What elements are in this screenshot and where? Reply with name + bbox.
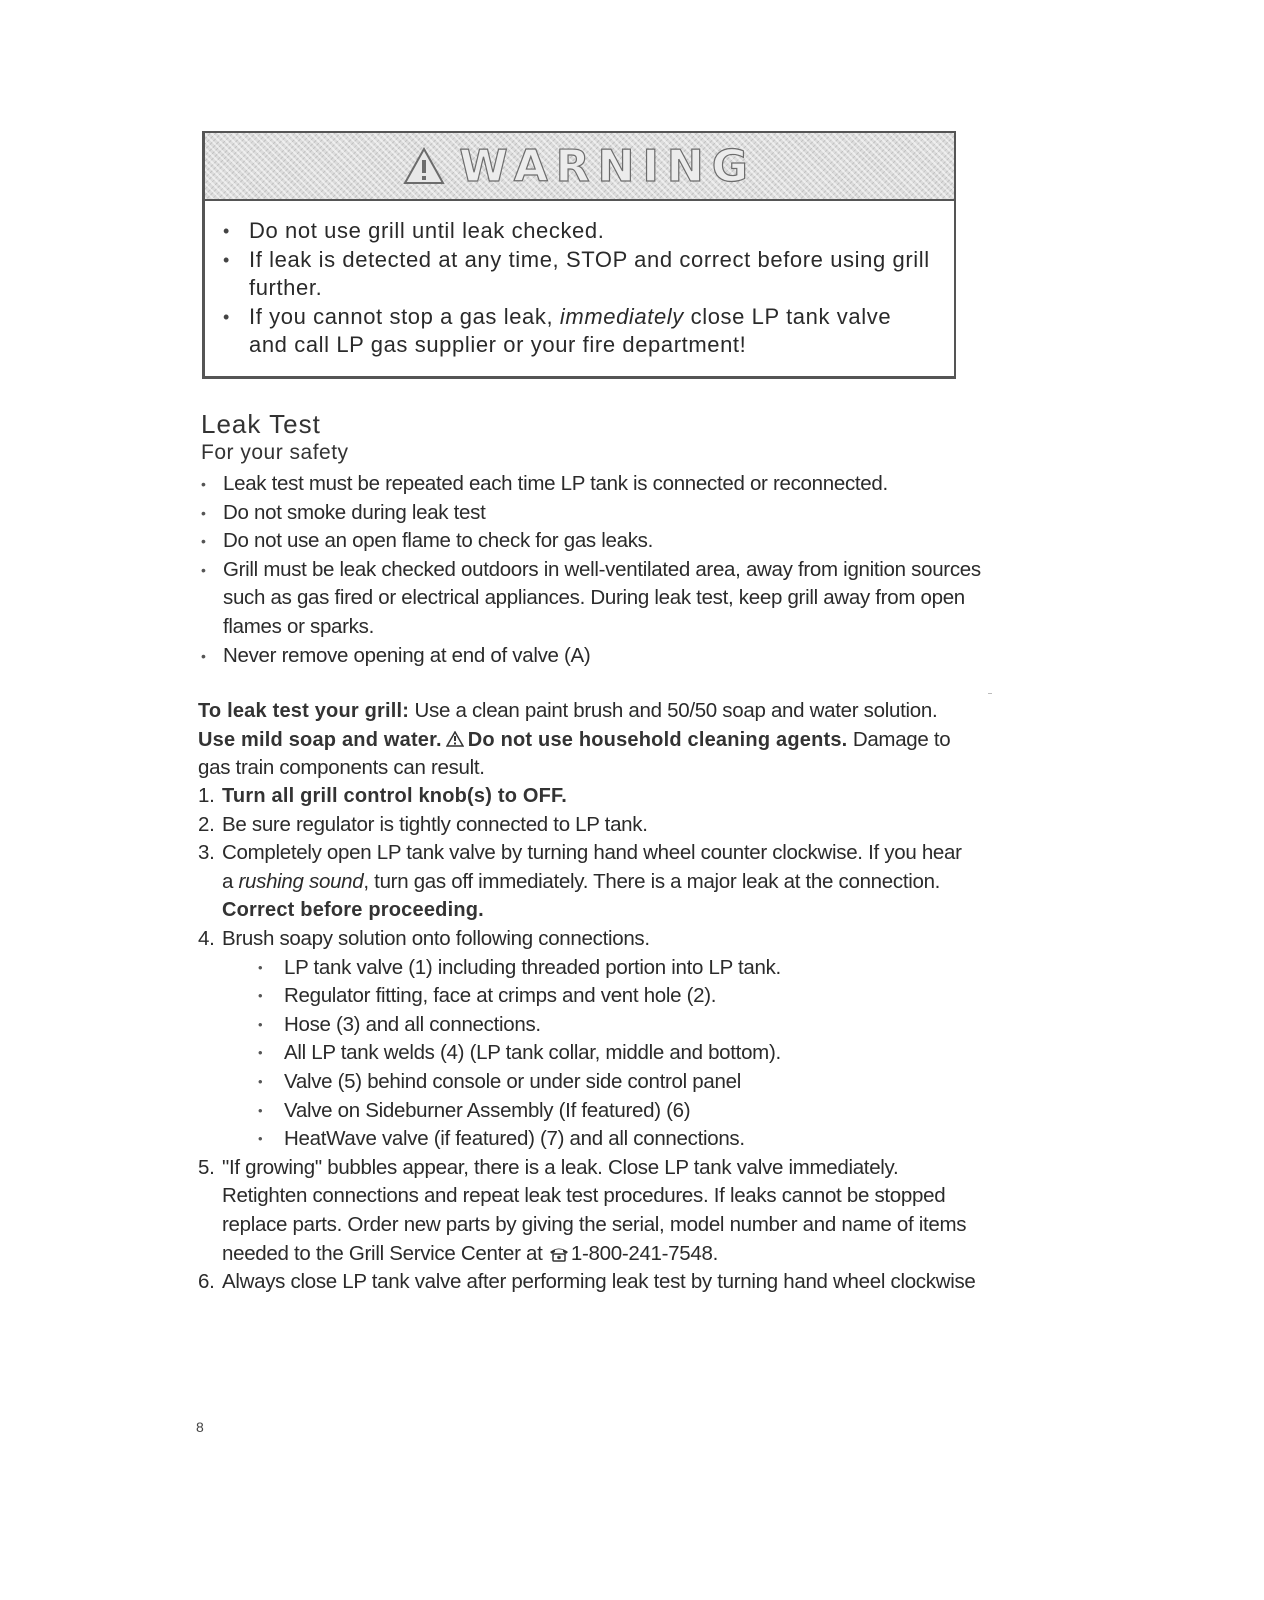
list-item: • Do not use an open flame to check for gas leaks.	[201, 527, 981, 556]
warning-list	[205, 201, 954, 360]
list-item: • Grill must be leak checked outdoors in well-ventilated area, away from ignition sources such as gas fired or electrical appliances. During leak test, keep grill away from open flames or sparks.	[201, 556, 981, 642]
warning-title: WARNING	[459, 140, 756, 192]
step-item: 3. Completely open LP tank valve by turning hand wheel counter clockwise. If you hear a rushing sound, turn gas off immediately. There is a major leak at the connection. Correct before proceeding.	[198, 841, 962, 922]
warning-item: • If leak is detected at any time, STOP and correct before using grill further.	[223, 246, 934, 303]
section-title: Leak Test	[201, 409, 321, 439]
list-item: • Never remove opening at end of valve (A)	[201, 642, 981, 671]
warning-triangle-icon	[403, 147, 445, 185]
safety-list	[201, 470, 981, 670]
step-item: 4. Brush soapy solution onto following connections. • LP tank valve (1) including threaded portion into LP tank. • Regulator fitting, face at crimps and vent hole (2). • Hose (3) and all connections. • All LP tank welds (4) (LP tank collar, middle and bottom). • Valve (5) behind console or under side control panel • Valve on Sideburner Assembly (If featured) (6) • HeatWave valve (if featured) (7) and all connections.	[198, 925, 978, 1154]
emphasis-text: immediately	[559, 303, 684, 329]
scan-artifact	[988, 693, 992, 694]
warning-triangle-icon	[446, 731, 464, 747]
step-item: 6. Always close LP tank valve after performing leak test by turning hand wheel clockwise	[198, 1270, 976, 1294]
step-item: 2. Be sure regulator is tightly connected to LP tank.	[198, 812, 648, 836]
page-number: 8	[196, 1419, 204, 1435]
warning-header	[205, 133, 954, 201]
telephone-icon	[548, 1246, 570, 1262]
warning-item: • Do not use grill until leak checked.	[223, 217, 934, 246]
step-item: 1. Turn all grill control knob(s) to OFF.	[198, 784, 567, 807]
list-item: • Regulator fitting, face at crimps and vent hole (2).	[258, 982, 978, 1011]
list-item: • Valve on Sideburner Assembly (If featured) (6)	[258, 1097, 978, 1126]
step-item: 5. "If growing" bubbles appear, there is a leak. Close LP tank valve immediately. Retighten connections and repeat leak test procedures. If leaks cannot be stopped replace parts. Order new parts by giving the serial, model number and name of items needed to the Grill Service Center at 1-800-241-7548.	[198, 1155, 967, 1265]
list-item: • HeatWave valve (if featured) (7) and all connections.	[258, 1125, 978, 1154]
list-item: • All LP tank welds (4) (LP tank collar, middle and bottom).	[258, 1039, 978, 1068]
list-item: • Leak test must be repeated each time LP tank is connected or reconnected.	[201, 470, 981, 499]
intro-paragraph: To leak test your grill: Use a clean paint brush and 50/50 soap and water solution. Use mild soap and water. Do not use household cleaning agents. Damage to gas train components can result.	[198, 699, 951, 780]
connection-list	[222, 954, 978, 1154]
list-item: • Valve (5) behind console or under side control panel	[258, 1068, 978, 1097]
list-item: • LP tank valve (1) including threaded portion into LP tank.	[258, 954, 978, 983]
warning-item: • If you cannot stop a gas leak, immediately close LP tank valve and call LP gas supplier or your fire department!	[223, 303, 934, 360]
section-subtitle: For your safety	[201, 441, 349, 464]
list-item: • Hose (3) and all connections.	[258, 1011, 978, 1040]
list-item: • Do not smoke during leak test	[201, 499, 981, 528]
warning-box	[202, 131, 956, 379]
steps-list	[198, 782, 978, 1297]
